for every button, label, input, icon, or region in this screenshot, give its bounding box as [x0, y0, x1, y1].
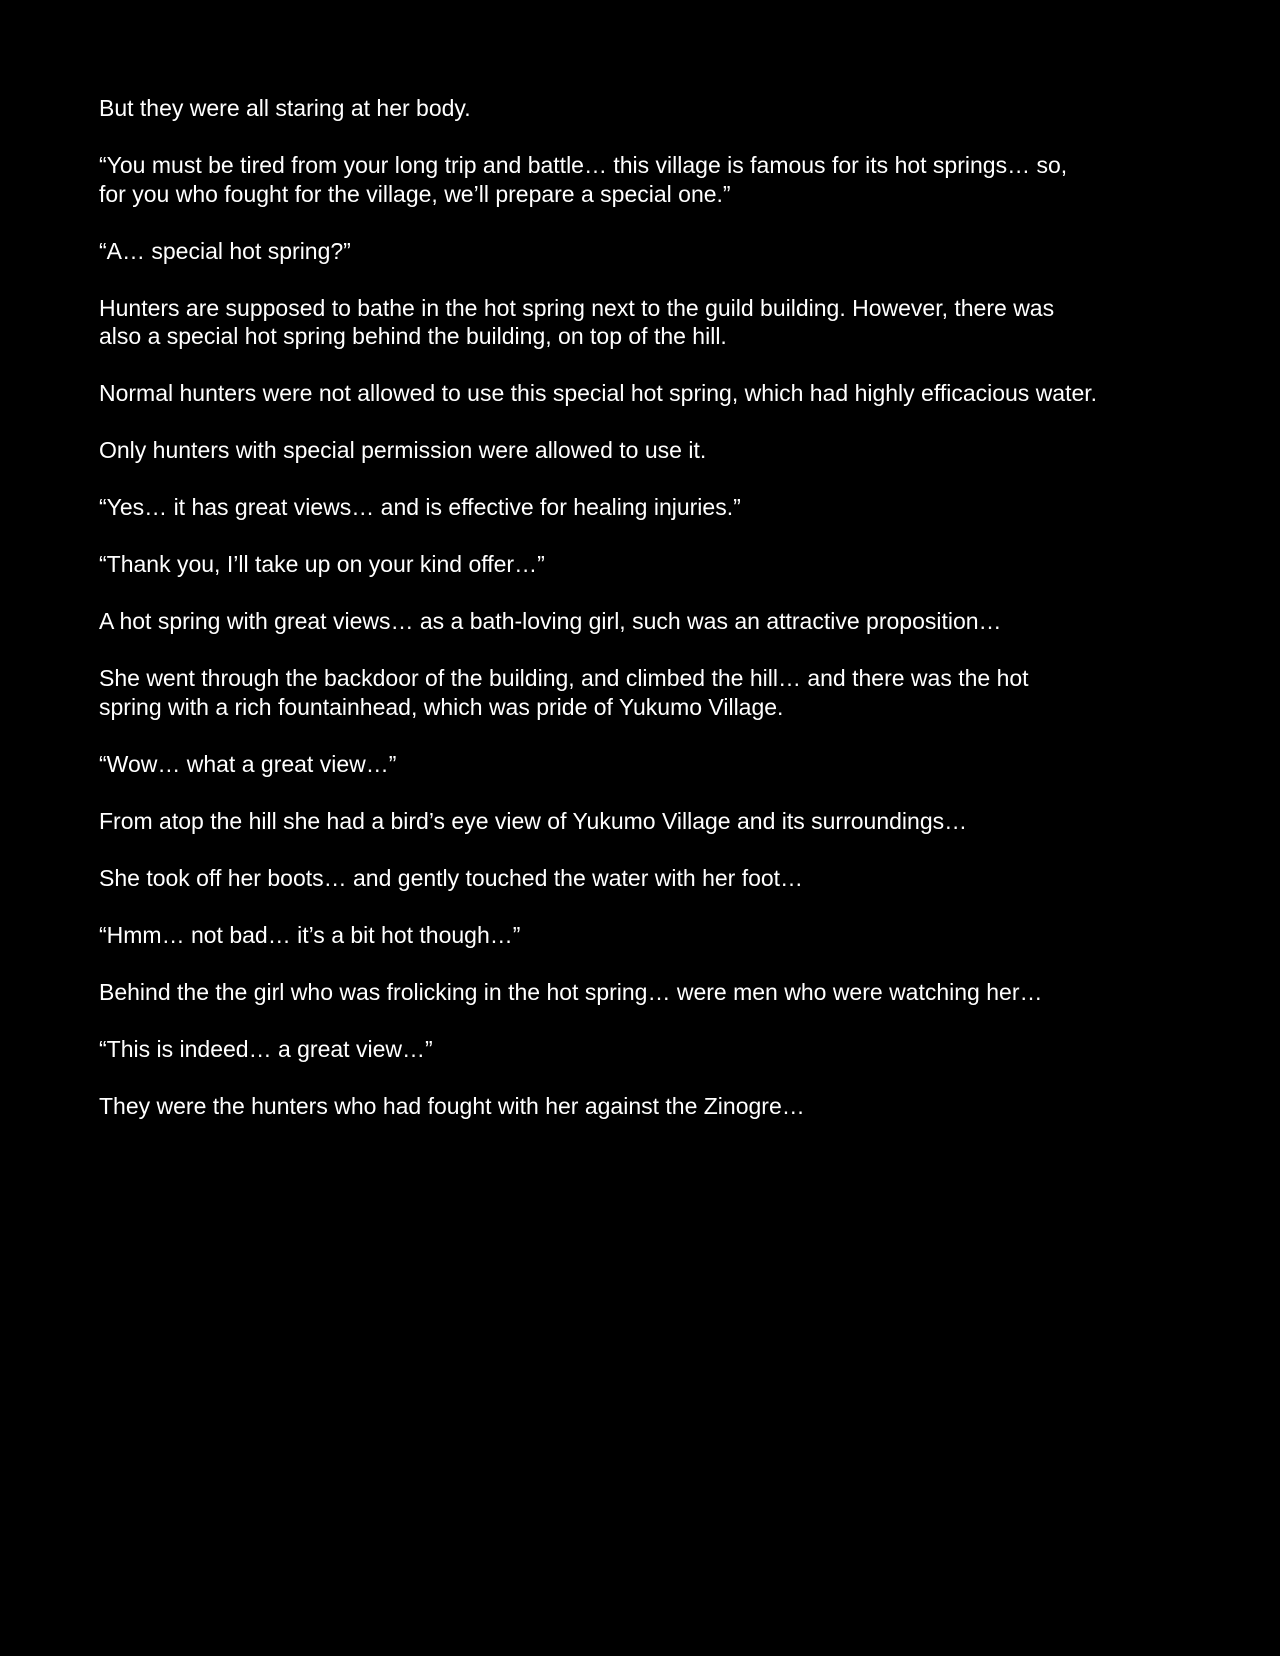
paragraph: From atop the hill she had a bird’s eye view of Yukumo Village and its surroundings… [99, 807, 968, 834]
paragraph: Behind the the girl who was frolicking in the hot spring… were men who were watching her… [99, 978, 1043, 1005]
paragraph: A hot spring with great views… as a bath-loving girl, such was an attractive proposition… [99, 608, 1002, 634]
paragraph: “You must be tired from your long trip and battle… this village is famous for its hot springs… so, for you who fought for the village, we’ll prepare a special one.” [99, 152, 1068, 207]
paragraph: She took off her boots… and gently touched the water with her foot… [99, 864, 804, 891]
paragraph: “Hmm… not bad… it’s a bit hot though…” [99, 921, 521, 948]
paragraph: Hunters are supposed to bathe in the hot spring next to the guild building. However, there was also a special hot spring behind the building, on top of the hill. [99, 294, 1055, 349]
paragraph: “This is indeed… a great view…” [99, 1035, 433, 1062]
paragraph: “A… special hot spring?” [99, 237, 351, 264]
paragraph: “Thank you, I’ll take up on your kind offer…” [99, 551, 545, 577]
paragraph: Only hunters with special permission were allowed to use it. [99, 437, 707, 463]
paragraph: They were the hunters who had fought with her against the Zinogre… [99, 1092, 805, 1119]
paragraph: Normal hunters were not allowed to use this special hot spring, which had highly efficacious water. [99, 380, 1098, 406]
paragraph: “Wow… what a great view…” [99, 750, 397, 777]
paragraph: But they were all staring at her body. [99, 95, 471, 121]
paragraph: “Yes… it has great views… and is effective for healing injuries.” [99, 494, 741, 520]
paragraph: She went through the backdoor of the building, and climbed the hill… and there was the hot spring with a rich fountainhead, which was pride of Yukumo Village. [99, 665, 1029, 720]
